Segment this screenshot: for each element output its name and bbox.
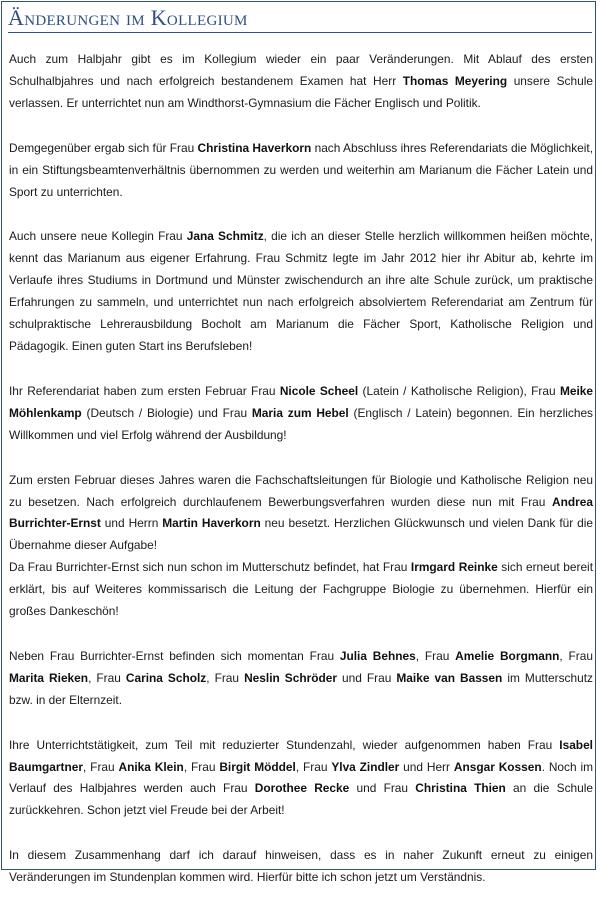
person-name: Birgit Möddel <box>219 759 296 774</box>
text-run: Auch unsere neue Kollegin Frau <box>9 229 187 244</box>
person-name: Anika Klein <box>118 759 184 774</box>
text-run: und Frau <box>337 670 397 685</box>
person-name: Martin Haverkorn <box>162 516 261 531</box>
text-run: , die ich an dieser Stelle herzlich willkommen heißen möchte, kennt das Marianum aus eigener Erfahrung. Frau Schmitz legte im Jahr 2012 hier ihr Abitur ab, kehrte im Verlaufe ihres Studiums in Dortmund und Münster zwischendurch an ihre alte Schule zurück, um praktische Erfahrungen zu sammeln, und unterrichtet nun nach erfolgreich absolviertem Referendariat am Zentrum für schulpraktische Lehrerausbildung Bocholt am Marianum die Fächer Sport, Katholische Religion und Pädagogik. Einen guten Start ins Berufsleben! <box>9 229 593 353</box>
article-frame <box>1 1 596 885</box>
text-run: (Latein / Katholische Religion), Frau <box>358 383 560 398</box>
person-name: Ylva Zindler <box>331 759 400 774</box>
text-run: Ihre Unterrichtstätigkeit, zum Teil mit reduzierter Stundenzahl, wieder aufgenommen haben Frau <box>9 737 560 752</box>
text-run: , Frau <box>83 759 119 774</box>
text-run: und Frau <box>349 781 416 796</box>
paragraph-biologie-leitung <box>9 557 593 623</box>
paragraph-haverkorn <box>9 138 593 204</box>
text-run: , Frau <box>415 648 456 663</box>
text-run: und Herrn <box>100 516 163 531</box>
text-run: . Noch im Verlauf des Halbjahres werden auch Frau <box>9 759 593 796</box>
text-run: , Frau <box>88 670 126 685</box>
text-run: sich erneut bereit erklärt, bis auf Weiteres kommissarisch die Leitung der Fachgruppe Biologie zu übernehmen. Hierfür ein großes Dankeschön! <box>9 560 593 619</box>
person-name: Thomas Meyering <box>402 73 508 88</box>
text-run: nach Abschluss ihres Referendariats die Möglichkeit, in ein Stiftungsbeamtenverhältnis übernommen zu werden und weiterhin am Marianum die Fächer Latein und Sport zu unterrichten. <box>9 140 593 199</box>
text-run: Ihr Referendariat haben zum ersten Februar Frau <box>9 383 280 398</box>
person-name: Meike Möhlenkamp <box>9 383 593 420</box>
person-name: Maike van Bassen <box>396 670 503 685</box>
paragraph-rueckkehr <box>9 735 593 823</box>
article-title: Änderungen im Kollegium <box>8 5 248 30</box>
paragraph-mutterschutz <box>9 646 593 712</box>
text-run: Neben Frau Burrichter-Ernst befinden sich momentan Frau <box>9 648 340 663</box>
text-run: unsere Schule verlassen. Er unterrichtet nun am Windthorst-Gymnasium die Fächer Englisch und Politik. <box>9 73 593 110</box>
paragraph-referendariat <box>9 381 593 447</box>
text-run: an die Schule zurückkehren. Schon jetzt viel Freude bei der Arbeit! <box>9 781 593 818</box>
paragraph-stundenplan <box>9 845 593 889</box>
person-name: Christina Thien <box>415 781 506 796</box>
text-run: , Frau <box>559 648 593 663</box>
text-run: im Mutterschutz bzw. in der Elternzeit. <box>9 670 593 707</box>
text-run: (Deutsch / Biologie) und Frau <box>81 405 252 420</box>
person-name: Christina Haverkorn <box>197 140 312 155</box>
person-name: Jana Schmitz <box>186 229 264 244</box>
text-run: (Englisch / Latein) begonnen. Ein herzliches Willkommen und viel Erfolg während der Ausbildung! <box>9 405 593 442</box>
text-run: Auch zum Halbjahr gibt es im Kollegium wieder ein paar Veränderungen. Mit Ablauf des ersten Schulhalbjahres und nach erfolgreich bestandenem Examen hat Herr <box>9 52 593 88</box>
person-name: Maria zum Hebel <box>251 405 349 420</box>
title-underline <box>8 32 592 33</box>
person-name: Isabel Baumgartner <box>9 737 593 774</box>
text-run: , Frau <box>183 759 220 774</box>
paragraph-schmitz <box>9 226 593 357</box>
text-run: Demgegenüber ergab sich für Frau <box>9 140 198 155</box>
text-run: In diesem Zusammenhang darf ich darauf hinweisen, dass es in naher Zukunft erneut zu einigen Veränderungen im Stundenplan kommen wird. Hierfür bitte ich schon jetzt um Verständnis. <box>9 848 593 885</box>
paragraph-halbjahr <box>9 49 593 115</box>
text-run: und Herr <box>399 759 454 774</box>
person-name: Neslin Schröder <box>244 670 337 685</box>
text-run: neu besetzt. Herzlichen Glückwunsch und vielen Dank für die Übernahme dieser Aufgabe! <box>9 516 594 553</box>
person-name: Irmgard Reinke <box>410 560 498 575</box>
person-name: Andrea Burrichter-Ernst <box>9 494 593 531</box>
person-name: Dorothee Recke <box>254 781 350 796</box>
person-name: Carina Scholz <box>125 670 207 685</box>
article-body <box>9 49 593 912</box>
text-run: , Frau <box>206 670 245 685</box>
person-name: Nicole Scheel <box>279 383 359 398</box>
person-name: Amelie Borgmann <box>455 648 560 663</box>
text-run: , Frau <box>295 759 332 774</box>
person-name: Marita Rieken <box>9 670 89 685</box>
person-name: Julia Behnes <box>339 648 416 663</box>
paragraph-fachschaftsleitungen <box>9 470 593 558</box>
person-name: Ansgar Kossen <box>453 759 542 774</box>
text-run: Zum ersten Februar dieses Jahres waren die Fachschaftsleitungen für Biologie und Katholische Religion neu zu besetzen. Nach erfolgreich durchlaufenem Bewerbungsverfahren wurden diese nun mit Frau <box>9 472 593 509</box>
text-run: Da Frau Burrichter-Ernst sich nun schon im Mutterschutz befindet, hat Frau <box>9 560 411 575</box>
